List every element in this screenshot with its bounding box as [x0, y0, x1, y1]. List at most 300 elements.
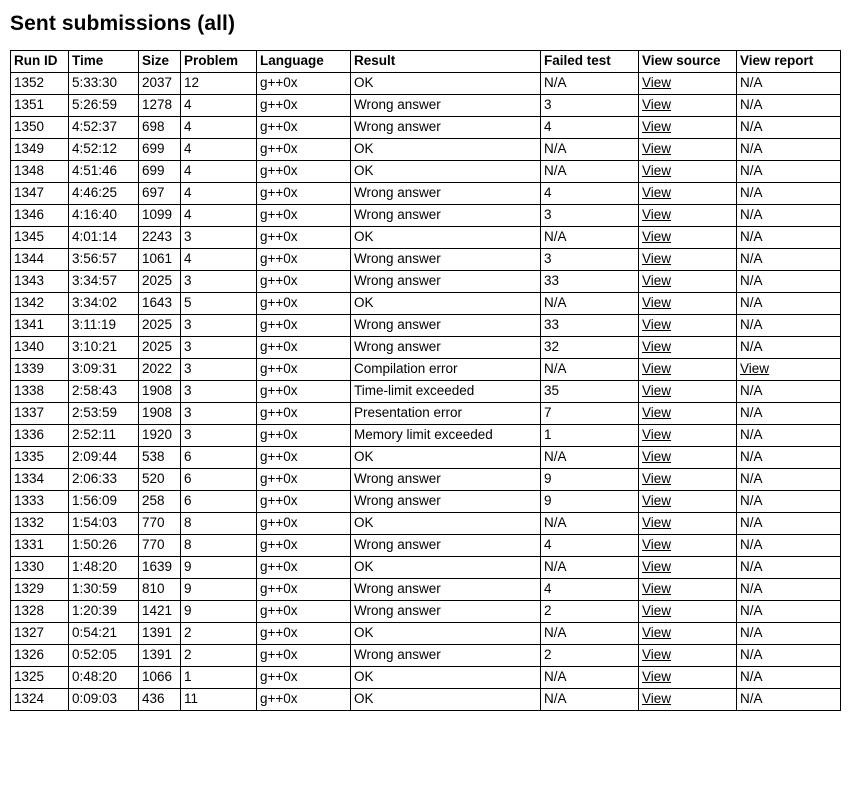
cell-run-id-text: 1340 — [14, 339, 45, 354]
cell-result — [351, 645, 541, 667]
cell-result — [351, 601, 541, 623]
cell-time — [69, 381, 139, 403]
cell-run-id — [11, 183, 69, 205]
view-report-cell — [737, 183, 841, 205]
cell-run-id-text: 1341 — [14, 317, 45, 332]
table-row — [11, 359, 841, 381]
cell-size — [139, 579, 181, 601]
view-source-link[interactable]: View — [642, 405, 672, 420]
cell-time-text: 4:01:14 — [72, 229, 118, 244]
cell-problem-text: 8 — [184, 515, 192, 530]
cell-language-text: g++0x — [260, 515, 298, 530]
cell-time — [69, 447, 139, 469]
cell-time-text: 0:48:20 — [72, 669, 118, 684]
cell-language-text: g++0x — [260, 97, 298, 112]
cell-language-text: g++0x — [260, 207, 298, 222]
view-source-link[interactable]: View — [642, 691, 672, 706]
view-source-link[interactable]: View — [642, 141, 672, 156]
cell-run-id — [11, 73, 69, 95]
cell-problem — [181, 249, 257, 271]
cell-failed-test — [541, 139, 639, 161]
cell-problem-text: 3 — [184, 273, 192, 288]
view-source-cell — [639, 535, 737, 557]
cell-size-text: 2025 — [142, 273, 173, 288]
cell-run-id-text: 1344 — [14, 251, 45, 266]
view-source-link[interactable]: View — [642, 515, 672, 530]
cell-result — [351, 95, 541, 117]
cell-language-text: g++0x — [260, 647, 298, 662]
view-source-cell — [639, 557, 737, 579]
view-report-cell — [737, 161, 841, 183]
view-report-cell — [737, 139, 841, 161]
cell-result-text: Wrong answer — [354, 603, 441, 618]
cell-size-text: 1099 — [142, 207, 173, 222]
cell-problem-text: 9 — [184, 559, 192, 574]
cell-language — [257, 315, 351, 337]
cell-run-id-text: 1349 — [14, 141, 45, 156]
cell-failed-test-text: N/A — [544, 75, 567, 90]
cell-run-id-text: 1333 — [14, 493, 45, 508]
table-row — [11, 139, 841, 161]
cell-size-text: 2025 — [142, 339, 173, 354]
view-report-text: N/A — [740, 427, 763, 442]
cell-problem — [181, 535, 257, 557]
cell-result-text: Wrong answer — [354, 317, 441, 332]
cell-problem-text: 12 — [184, 75, 200, 90]
cell-result — [351, 359, 541, 381]
cell-time-text: 3:10:21 — [72, 339, 118, 354]
cell-language-text: g++0x — [260, 669, 298, 684]
cell-failed-test — [541, 535, 639, 557]
view-report-text: N/A — [740, 471, 763, 486]
cell-run-id — [11, 469, 69, 491]
view-report-text: N/A — [740, 97, 763, 112]
cell-run-id — [11, 95, 69, 117]
cell-result-text: Presentation error — [354, 405, 463, 420]
cell-failed-test-text: N/A — [544, 229, 567, 244]
cell-size-text: 436 — [142, 691, 165, 706]
view-source-cell — [639, 161, 737, 183]
cell-run-id-text: 1329 — [14, 581, 45, 596]
view-report-text: N/A — [740, 405, 763, 420]
cell-time — [69, 73, 139, 95]
cell-size-text: 1639 — [142, 559, 173, 574]
view-source-link[interactable]: View — [642, 339, 672, 354]
cell-time — [69, 205, 139, 227]
cell-problem — [181, 491, 257, 513]
cell-size — [139, 139, 181, 161]
view-source-cell — [639, 227, 737, 249]
cell-language-text: g++0x — [260, 405, 298, 420]
cell-language-text: g++0x — [260, 273, 298, 288]
cell-result — [351, 381, 541, 403]
view-source-link[interactable]: View — [642, 625, 672, 640]
cell-size — [139, 315, 181, 337]
cell-size-text: 520 — [142, 471, 165, 486]
cell-problem — [181, 645, 257, 667]
cell-language-text: g++0x — [260, 141, 298, 156]
cell-result — [351, 689, 541, 711]
cell-result — [351, 447, 541, 469]
cell-size-text: 1421 — [142, 603, 173, 618]
cell-size — [139, 73, 181, 95]
cell-size-text: 1643 — [142, 295, 173, 310]
cell-time — [69, 227, 139, 249]
cell-failed-test-text: N/A — [544, 691, 567, 706]
view-source-link[interactable]: View — [642, 163, 672, 178]
table-row — [11, 579, 841, 601]
cell-result-text: OK — [354, 449, 374, 464]
cell-time-text: 4:52:12 — [72, 141, 118, 156]
table-row — [11, 161, 841, 183]
cell-result-text: Wrong answer — [354, 207, 441, 222]
cell-failed-test — [541, 469, 639, 491]
cell-problem — [181, 425, 257, 447]
cell-time-text: 1:30:59 — [72, 581, 118, 596]
cell-problem-text: 9 — [184, 603, 192, 618]
cell-result — [351, 139, 541, 161]
view-report-text: N/A — [740, 449, 763, 464]
view-source-cell — [639, 205, 737, 227]
column-header-run-id: Run ID — [11, 51, 69, 73]
cell-size — [139, 469, 181, 491]
cell-result-text: OK — [354, 295, 374, 310]
cell-result — [351, 425, 541, 447]
cell-language — [257, 601, 351, 623]
view-source-link[interactable]: View — [642, 581, 672, 596]
cell-size-text: 697 — [142, 185, 165, 200]
cell-result-text: Wrong answer — [354, 537, 441, 552]
view-report-text: N/A — [740, 537, 763, 552]
cell-language-text: g++0x — [260, 427, 298, 442]
cell-language — [257, 117, 351, 139]
cell-language-text: g++0x — [260, 603, 298, 618]
cell-failed-test-text: 32 — [544, 339, 560, 354]
cell-result — [351, 271, 541, 293]
cell-size-text: 1908 — [142, 383, 173, 398]
cell-result — [351, 227, 541, 249]
cell-run-id — [11, 535, 69, 557]
cell-run-id-text: 1350 — [14, 119, 45, 134]
cell-failed-test-text: N/A — [544, 295, 567, 310]
cell-size-text: 2022 — [142, 361, 173, 376]
cell-language-text: g++0x — [260, 625, 298, 640]
cell-failed-test-text: 4 — [544, 119, 552, 134]
cell-result-text: Wrong answer — [354, 339, 441, 354]
view-source-link[interactable]: View — [642, 361, 672, 376]
cell-time — [69, 645, 139, 667]
column-header-failed-test: Failed test — [541, 51, 639, 73]
cell-failed-test — [541, 161, 639, 183]
cell-result — [351, 183, 541, 205]
view-source-link[interactable]: View — [642, 493, 672, 508]
cell-failed-test-text: 33 — [544, 273, 560, 288]
cell-language — [257, 469, 351, 491]
view-source-link[interactable]: View — [642, 559, 672, 574]
view-source-link[interactable]: View — [642, 669, 672, 684]
cell-time-text: 0:54:21 — [72, 625, 118, 640]
cell-time — [69, 139, 139, 161]
view-report-cell — [737, 359, 841, 381]
cell-language — [257, 535, 351, 557]
cell-problem — [181, 513, 257, 535]
cell-run-id — [11, 293, 69, 315]
table-row — [11, 491, 841, 513]
cell-size — [139, 623, 181, 645]
cell-problem — [181, 315, 257, 337]
view-source-cell — [639, 73, 737, 95]
cell-run-id — [11, 381, 69, 403]
cell-result-text: OK — [354, 691, 374, 706]
cell-time-text: 2:06:33 — [72, 471, 118, 486]
cell-language — [257, 403, 351, 425]
view-report-cell — [737, 667, 841, 689]
column-header-result: Result — [351, 51, 541, 73]
view-source-cell — [639, 381, 737, 403]
view-source-cell — [639, 117, 737, 139]
cell-problem — [181, 227, 257, 249]
cell-time-text: 4:51:46 — [72, 163, 118, 178]
cell-run-id — [11, 447, 69, 469]
cell-language-text: g++0x — [260, 185, 298, 200]
view-source-link[interactable]: View — [642, 229, 672, 244]
cell-run-id-text: 1334 — [14, 471, 45, 486]
cell-time — [69, 469, 139, 491]
cell-result — [351, 579, 541, 601]
cell-time — [69, 161, 139, 183]
cell-time-text: 1:48:20 — [72, 559, 118, 574]
view-report-cell — [737, 513, 841, 535]
cell-size-text: 258 — [142, 493, 165, 508]
cell-failed-test — [541, 117, 639, 139]
view-source-cell — [639, 425, 737, 447]
view-source-link[interactable]: View — [642, 75, 672, 90]
view-source-cell — [639, 667, 737, 689]
view-report-text: N/A — [740, 295, 763, 310]
cell-result-text: OK — [354, 669, 374, 684]
cell-run-id-text: 1337 — [14, 405, 45, 420]
cell-problem — [181, 337, 257, 359]
view-report-cell — [737, 491, 841, 513]
view-report-cell — [737, 557, 841, 579]
cell-result — [351, 469, 541, 491]
cell-problem — [181, 359, 257, 381]
cell-run-id-text: 1339 — [14, 361, 45, 376]
cell-failed-test-text: N/A — [544, 625, 567, 640]
cell-problem-text: 4 — [184, 141, 192, 156]
table-header — [11, 51, 841, 73]
cell-failed-test — [541, 689, 639, 711]
table-body — [11, 73, 841, 711]
cell-failed-test — [541, 293, 639, 315]
cell-result-text: OK — [354, 515, 374, 530]
view-report-cell — [737, 425, 841, 447]
cell-language-text: g++0x — [260, 229, 298, 244]
cell-size-text: 1278 — [142, 97, 173, 112]
page-title: Sent submissions (all) — [10, 12, 236, 35]
view-report-text: N/A — [740, 141, 763, 156]
cell-time — [69, 271, 139, 293]
view-report-text: N/A — [740, 647, 763, 662]
cell-size-text: 770 — [142, 537, 165, 552]
cell-size — [139, 601, 181, 623]
cell-size — [139, 513, 181, 535]
view-source-link[interactable]: View — [642, 207, 672, 222]
cell-size-text: 2037 — [142, 75, 173, 90]
cell-size — [139, 667, 181, 689]
cell-problem-text: 4 — [184, 185, 192, 200]
view-report-text: N/A — [740, 383, 763, 398]
cell-time — [69, 623, 139, 645]
cell-size — [139, 557, 181, 579]
cell-size-text: 770 — [142, 515, 165, 530]
cell-failed-test — [541, 579, 639, 601]
cell-time-text: 1:50:26 — [72, 537, 118, 552]
cell-run-id — [11, 271, 69, 293]
cell-problem-text: 4 — [184, 119, 192, 134]
table-row — [11, 293, 841, 315]
cell-problem-text: 3 — [184, 405, 192, 420]
cell-result-text: Wrong answer — [354, 493, 441, 508]
view-report-cell — [737, 623, 841, 645]
cell-run-id — [11, 579, 69, 601]
view-report-cell — [737, 645, 841, 667]
cell-problem-text: 1 — [184, 669, 192, 684]
cell-failed-test — [541, 381, 639, 403]
cell-language — [257, 359, 351, 381]
view-source-link[interactable]: View — [642, 251, 672, 266]
table-row — [11, 403, 841, 425]
cell-failed-test-text: 2 — [544, 647, 552, 662]
cell-run-id-text: 1335 — [14, 449, 45, 464]
cell-result — [351, 403, 541, 425]
table-row — [11, 337, 841, 359]
cell-language-text: g++0x — [260, 75, 298, 90]
view-report-cell — [737, 205, 841, 227]
cell-failed-test-text: 3 — [544, 97, 552, 112]
view-source-link[interactable]: View — [642, 603, 672, 618]
cell-size — [139, 337, 181, 359]
cell-failed-test-text: 3 — [544, 207, 552, 222]
cell-time-text: 2:09:44 — [72, 449, 118, 464]
cell-failed-test-text: 33 — [544, 317, 560, 332]
view-source-link[interactable]: View — [642, 317, 672, 332]
cell-size-text: 2025 — [142, 317, 173, 332]
view-source-cell — [639, 689, 737, 711]
view-source-cell — [639, 271, 737, 293]
cell-time — [69, 183, 139, 205]
table-row — [11, 601, 841, 623]
cell-result — [351, 249, 541, 271]
cell-result-text: Compilation error — [354, 361, 458, 376]
cell-run-id — [11, 513, 69, 535]
cell-language-text: g++0x — [260, 537, 298, 552]
cell-size-text: 1908 — [142, 405, 173, 420]
cell-size-text: 699 — [142, 163, 165, 178]
cell-run-id-text: 1348 — [14, 163, 45, 178]
cell-failed-test-text: N/A — [544, 361, 567, 376]
cell-failed-test-text: 3 — [544, 251, 552, 266]
view-source-link[interactable]: View — [642, 185, 672, 200]
view-report-cell — [737, 601, 841, 623]
cell-size — [139, 645, 181, 667]
cell-failed-test-text: 7 — [544, 405, 552, 420]
cell-problem-text: 3 — [184, 427, 192, 442]
cell-time — [69, 337, 139, 359]
cell-time — [69, 315, 139, 337]
cell-result-text: Wrong answer — [354, 97, 441, 112]
view-source-link[interactable]: View — [642, 537, 672, 552]
view-source-cell — [639, 447, 737, 469]
cell-time-text: 3:09:31 — [72, 361, 118, 376]
cell-result — [351, 557, 541, 579]
cell-failed-test-text: N/A — [544, 163, 567, 178]
cell-problem-text: 4 — [184, 251, 192, 266]
view-source-cell — [639, 183, 737, 205]
cell-problem-text: 4 — [184, 97, 192, 112]
cell-time-text: 3:34:57 — [72, 273, 118, 288]
cell-run-id — [11, 623, 69, 645]
view-report-text: N/A — [740, 75, 763, 90]
cell-time — [69, 579, 139, 601]
view-source-link[interactable]: View — [642, 383, 672, 398]
view-report-text: N/A — [740, 185, 763, 200]
cell-failed-test-text: 4 — [544, 537, 552, 552]
view-source-link[interactable]: View — [642, 97, 672, 112]
view-source-link[interactable]: View — [642, 647, 672, 662]
cell-size — [139, 447, 181, 469]
cell-language-text: g++0x — [260, 251, 298, 266]
view-source-link[interactable]: View — [642, 449, 672, 464]
table-row — [11, 645, 841, 667]
view-source-link[interactable]: View — [642, 471, 672, 486]
view-report-text: N/A — [740, 669, 763, 684]
view-report-text: N/A — [740, 339, 763, 354]
view-report-link[interactable]: View — [740, 361, 770, 376]
cell-result — [351, 315, 541, 337]
cell-size-text: 810 — [142, 581, 165, 596]
view-source-link[interactable]: View — [642, 119, 672, 134]
view-source-link[interactable]: View — [642, 273, 672, 288]
cell-result-text: Time-limit exceeded — [354, 383, 475, 398]
view-source-cell — [639, 469, 737, 491]
cell-problem-text: 11 — [184, 691, 199, 706]
cell-failed-test — [541, 337, 639, 359]
cell-time-text: 2:53:59 — [72, 405, 118, 420]
view-source-link[interactable]: View — [642, 427, 672, 442]
cell-time — [69, 293, 139, 315]
view-report-cell — [737, 689, 841, 711]
view-source-cell — [639, 513, 737, 535]
cell-size — [139, 381, 181, 403]
view-source-link[interactable]: View — [642, 295, 672, 310]
table-row — [11, 557, 841, 579]
cell-time — [69, 249, 139, 271]
cell-failed-test-text: 35 — [544, 383, 560, 398]
view-source-cell — [639, 139, 737, 161]
view-report-cell — [737, 315, 841, 337]
view-report-text: N/A — [740, 691, 763, 706]
cell-language — [257, 139, 351, 161]
cell-size-text: 1061 — [142, 251, 173, 266]
cell-failed-test-text: N/A — [544, 141, 567, 156]
cell-run-id — [11, 337, 69, 359]
cell-language-text: g++0x — [260, 471, 298, 486]
table-row — [11, 227, 841, 249]
cell-result-text: OK — [354, 625, 374, 640]
cell-failed-test-text: 2 — [544, 603, 552, 618]
cell-run-id-text: 1345 — [14, 229, 45, 244]
